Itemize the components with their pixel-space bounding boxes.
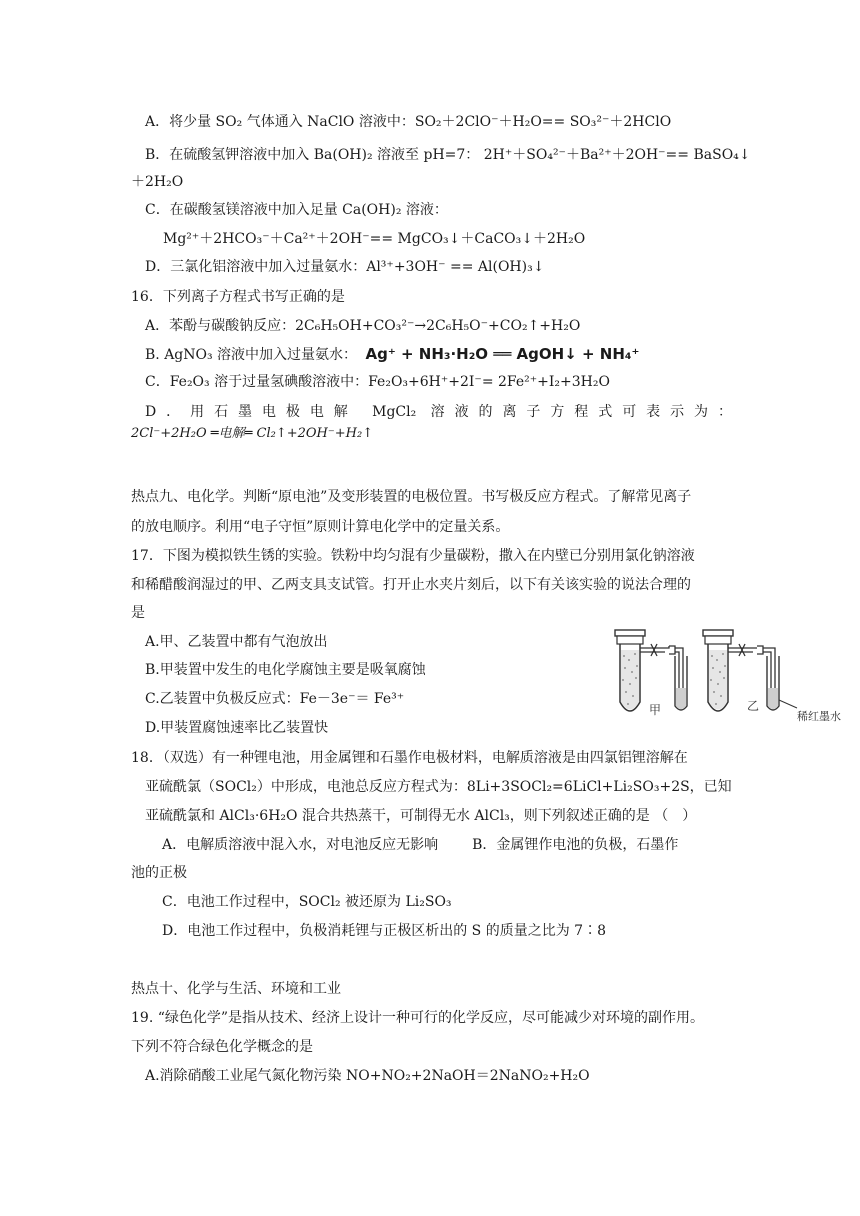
q16-option-b-equation: Ag⁺ + NH₃·H₂O ══ AgOH↓ + NH₄⁺ [365, 345, 640, 363]
q18-option-a: A．电解质溶液中混入水，对电池反应无影响 [162, 837, 439, 853]
label-yi: 乙 [747, 699, 760, 713]
q15-option-c: C．在碳酸氢镁溶液中加入足量 Ca(OH)₂ 溶液： [145, 202, 448, 218]
q16-stem: 16．下列离子方程式书写正确的是 [131, 289, 345, 305]
hotspot-9-heading-cont: 的放电顺序。利用“电子守恒”原则计算电化学中的定量关系。 [131, 519, 510, 535]
q19-option-a: A.消除硝酸工业尾气氮化物污染 NO+NO₂+2NaOH＝2NaNO₂+H₂O [145, 1068, 590, 1084]
q15-option-a: A．将少量 SO₂ 气体通入 NaClO 溶液中：SO₂＋2ClO⁻＋H₂O== SO₃²⁻＋2HClO [145, 114, 672, 130]
q18-stem: 18．（双选）有一种锂电池，用金属锂和石墨作电极材料，电解质溶液是由四氯铝锂溶解在 [131, 750, 688, 766]
q15-option-b-cont: ＋2H₂O [131, 174, 184, 190]
q17-option-c: C.乙装置中负极反应式：Fe－3e⁻＝ Fe³⁺ [145, 691, 405, 707]
q16-option-a: A．苯酚与碳酸钠反应：2C₆H₅OH+CO₃²⁻→2C₆H₅O⁻+CO₂↑+H₂O [145, 318, 581, 334]
q17-stem-line2: 和稀醋酸润湿过的甲、乙两支具支试管。打开止水夹片刻后，以下有关该实验的说法合理的 [131, 577, 691, 593]
tube-yi [703, 630, 779, 711]
q17-stem-line3: 是 [131, 605, 145, 621]
q16-option-d: D．用石墨电极电解 MgCl₂ 溶液的离子方程式可表示为： [145, 404, 732, 420]
q18-stem-line2: 亚硫酰氯（SOCl₂）中形成，电池总反应方程式为：8Li+3SOCl₂=6LiCl+Li₂SO₃+2S，已知 [145, 779, 732, 795]
label-jia: 甲 [649, 703, 662, 717]
label-red-ink: 稀红墨水 [797, 711, 841, 723]
q19-stem: 19. “绿色化学”是指从技术、经济上设计一种可行的化学反应，尽可能减少对环境的副作用。 [131, 1010, 705, 1026]
q18-option-d: D．电池工作过程中，负极消耗锂与正极区析出的 S 的质量之比为 7∶8 [162, 923, 606, 939]
q17-option-a: A.甲、乙装置中都有气泡放出 [145, 634, 328, 650]
rust-experiment-apparatus [603, 628, 848, 728]
q16-option-c: C．Fe₂O₃ 溶于过量氢碘酸溶液中：Fe₂O₃+6H⁺+2I⁻= 2Fe²⁺+I₂+3H₂O [145, 374, 610, 390]
ink-leader-line [779, 700, 797, 708]
q19-stem-line2: 下列不符合绿色化学概念的是 [131, 1039, 313, 1055]
q17-stem: 17．下图为模拟铁生锈的实验。铁粉中均匀混有少量碳粉，撒入在内壁已分别用氯化钠溶液 [131, 548, 695, 564]
q18-option-b-cont: 池的正极 [131, 865, 187, 881]
q17-option-d: D.甲装置腐蚀速率比乙装置快 [145, 720, 329, 736]
q18-stem-line3: 亚硫酰氯和 AlCl₃·6H₂O 混合共热蒸干，可制得无水 AlCl₃，则下列叙述正确的是 （ ） [145, 808, 697, 824]
q17-option-b: B.甲装置中发生的电化学腐蚀主要是吸氧腐蚀 [145, 662, 426, 678]
hotspot-10-heading: 热点十、化学与生活、环境和工业 [131, 981, 341, 997]
hotspot-9-heading: 热点九、电化学。判断“原电池”及变形装置的电极位置。书写极反应方程式。了解常见离子 [131, 489, 692, 505]
q16-option-d-equation: 2Cl⁻+2H₂O ═电解═ Cl₂↑+2OH⁻+H₂↑ [131, 426, 374, 441]
q15-option-c-equation: Mg²⁺＋2HCO₃⁻＋Ca²⁺＋2OH⁻== MgCO₃↓＋CaCO₃↓＋2H₂O [163, 231, 586, 247]
tube-jia [615, 630, 687, 711]
q16-option-b-text: B. AgNO₃ 溶液中加入过量氨水： [145, 347, 358, 363]
q15-option-b: B．在硫酸氢钾溶液中加入 Ba(OH)₂ 溶液至 pH=7： 2H⁺＋SO₄²⁻＋Ba²⁺＋2OH⁻== BaSO₄↓ [145, 147, 751, 163]
q18-option-c: C．电池工作过程中，SOCl₂ 被还原为 Li₂SO₃ [162, 894, 452, 910]
q15-option-d: D．三氯化铝溶液中加入过量氨水：Al³⁺+3OH⁻ == Al(OH)₃↓ [145, 259, 545, 275]
q18-options-ab [162, 835, 678, 855]
q16-option-b [145, 344, 639, 365]
q18-option-b: B．金属锂作电池的负极，石墨作 [472, 837, 679, 853]
